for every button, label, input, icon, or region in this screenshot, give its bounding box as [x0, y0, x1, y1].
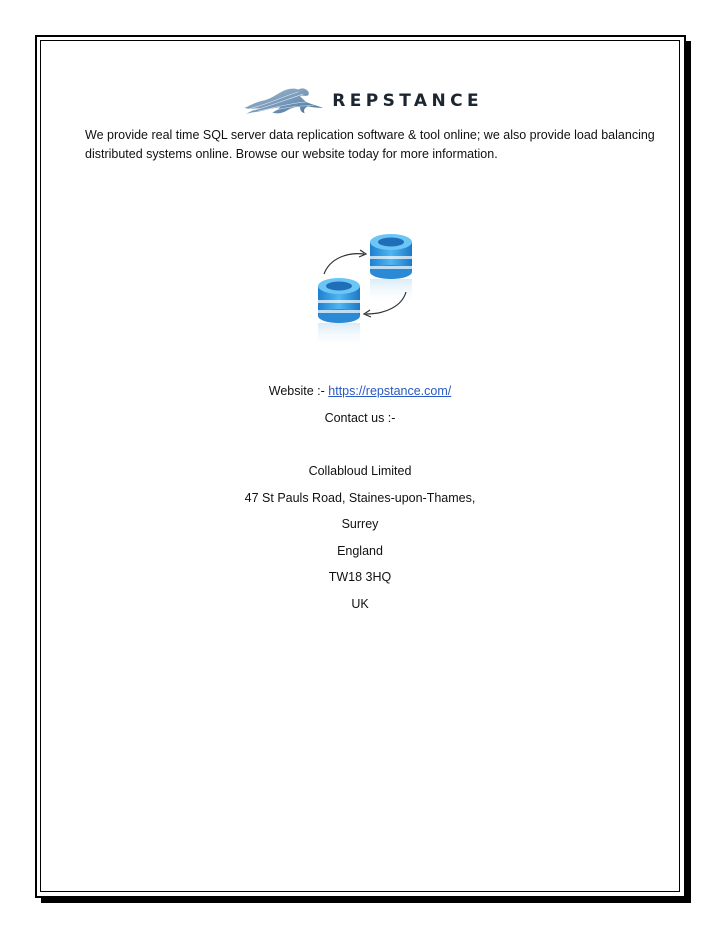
database-bottom-icon: [318, 278, 360, 349]
brand-name: REPSTANCE: [332, 91, 483, 111]
website-line: [40, 383, 680, 399]
address-line: Collabloud Limited: [308, 464, 412, 478]
website-link[interactable]: https://repstance.com/: [328, 384, 452, 398]
address-line: 47 St Pauls Road, Staines-upon-Thames,: [244, 491, 476, 505]
address-line: England: [337, 544, 383, 558]
database-sync-icon: [296, 222, 426, 352]
intro-paragraph: We provide real time SQL server data replication software & tool online; we also provide load balancing distributed systems online. Browse our website today for more information.: [85, 128, 655, 161]
contact-label: Contact us :-: [324, 411, 396, 425]
address-line: Surrey: [341, 517, 379, 531]
brand-logo: [243, 80, 483, 122]
database-sync-illustration: [296, 222, 426, 357]
address-line: UK: [351, 597, 369, 611]
address-line: TW18 3HQ: [328, 570, 392, 584]
website-label: Website :-: [268, 384, 329, 398]
horse-icon: [243, 80, 326, 122]
